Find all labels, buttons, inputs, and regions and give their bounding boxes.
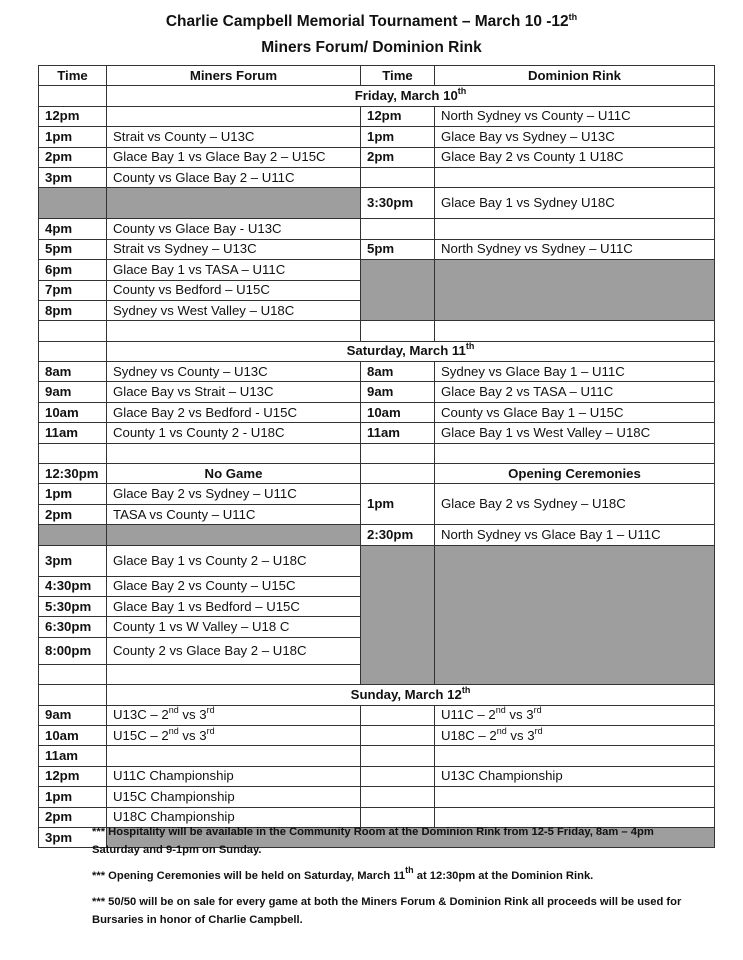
game-cell [107, 746, 361, 766]
page-subtitle: Miners Forum/ Dominion Rink [261, 39, 482, 56]
time-cell: 9am [39, 382, 107, 402]
table-row [39, 423, 715, 443]
day-label-friday [107, 86, 715, 106]
table-row [39, 545, 715, 576]
game-cell [435, 219, 715, 239]
game-cell: County 1 vs County 2 - U18C [107, 423, 361, 443]
game-cell: U13C Championship [435, 766, 715, 786]
spacer-cell [361, 443, 435, 463]
game-cell: Glace Bay 1 vs Bedford – U15C [107, 596, 361, 616]
game-cell [107, 725, 361, 745]
table-row [39, 382, 715, 402]
opening-ceremonies-cell: Opening Ceremonies [435, 464, 715, 484]
note-sup: th [405, 865, 414, 875]
title-superscript: th [568, 12, 578, 22]
table-row [39, 260, 715, 280]
time-cell: 7pm [39, 280, 107, 300]
game-cell: Glace Bay 2 vs Bedford - U15C [107, 402, 361, 422]
header-miners-forum: Miners Forum [107, 66, 361, 86]
time-cell: 2pm [361, 147, 435, 167]
game-cell: County vs Glace Bay - U13C [107, 219, 361, 239]
header-row [39, 66, 715, 86]
game-cell [435, 705, 715, 725]
day-row-sunday [39, 685, 715, 705]
day-spacer [39, 341, 107, 361]
table-row [39, 147, 715, 167]
time-cell: 12:30pm [39, 464, 107, 484]
game-cell: Sydney vs County – U13C [107, 362, 361, 382]
ordinal-sup: rd [534, 725, 543, 736]
table-row [39, 787, 715, 807]
time-cell: 8pm [39, 300, 107, 320]
game-cell [435, 167, 715, 187]
game-cell: Sydney vs West Valley – U18C [107, 300, 361, 320]
time-cell [361, 787, 435, 807]
blocked-cell [39, 525, 107, 545]
ordinal-sup: nd [495, 705, 506, 716]
note-fifty-fifty: *** 50/50 will be on sale for every game at both the Miners Forum & Dominion Rink all proceeds will be used for Bursaries in honor of Charlie Campbell. [92, 896, 682, 926]
time-cell: 8am [361, 362, 435, 382]
time-cell: 2:30pm [361, 525, 435, 545]
game-text: vs 3 [178, 727, 207, 743]
time-cell: 9am [39, 705, 107, 725]
blocked-cell [39, 188, 107, 219]
time-cell [361, 167, 435, 187]
game-text: U18C – 2 [441, 727, 497, 743]
time-cell [361, 725, 435, 745]
table-row [39, 705, 715, 725]
table-row [39, 127, 715, 147]
spacer-cell [107, 321, 361, 341]
day-row-friday [39, 86, 715, 106]
table-row [39, 725, 715, 745]
time-cell [361, 219, 435, 239]
game-cell: County 1 vs W Valley – U18 C [107, 617, 361, 637]
game-cell: Glace Bay 2 vs Sydney – U11C [107, 484, 361, 504]
day-label-text: Saturday, March 11 [346, 343, 466, 359]
table-row [39, 746, 715, 766]
blocked-cell [361, 260, 435, 321]
spacer-cell [107, 664, 361, 684]
time-cell [361, 746, 435, 766]
day-label-text: Friday, March 10 [354, 88, 458, 104]
game-text: vs 3 [178, 707, 207, 723]
day-row-saturday [39, 341, 715, 361]
time-cell: 2pm [39, 807, 107, 827]
game-cell: Glace Bay vs Sydney – U13C [435, 127, 715, 147]
game-cell: TASA vs County – U11C [107, 504, 361, 524]
schedule-table [38, 65, 715, 848]
day-spacer [39, 86, 107, 106]
game-cell: U11C Championship [107, 766, 361, 786]
game-text: U13C – 2 [113, 707, 169, 723]
header-time-2: Time [361, 66, 435, 86]
game-cell: Glace Bay 1 vs TASA – U11C [107, 260, 361, 280]
spacer-cell [39, 443, 107, 463]
game-cell: U18C Championship [107, 807, 361, 827]
game-cell: Strait vs County – U13C [107, 127, 361, 147]
time-cell: 6:30pm [39, 617, 107, 637]
table-row [39, 188, 715, 219]
table-row [39, 362, 715, 382]
spacer-row [39, 443, 715, 463]
game-cell: Glace Bay 1 vs County 2 – U18C [107, 545, 361, 576]
ordinal-sup: rd [533, 705, 542, 716]
game-text: vs 3 [505, 707, 534, 723]
time-cell: 2pm [39, 504, 107, 524]
note-text: at 12:30pm at the Dominion Rink. [413, 870, 594, 882]
time-cell: 5:30pm [39, 596, 107, 616]
no-game-cell: No Game [107, 464, 361, 484]
time-cell: 11am [39, 423, 107, 443]
game-cell: Glace Bay 1 vs Glace Bay 2 – U15C [107, 147, 361, 167]
header-dominion-rink: Dominion Rink [435, 66, 715, 86]
game-text: U15C – 2 [113, 727, 169, 743]
blocked-cell [107, 525, 361, 545]
game-cell: North Sydney vs County – U11C [435, 106, 715, 126]
table-row [39, 219, 715, 239]
game-cell [107, 106, 361, 126]
game-cell [435, 725, 715, 745]
game-cell: North Sydney vs Glace Bay 1 – U11C [435, 525, 715, 545]
blocked-cell [435, 260, 715, 321]
game-cell: Glace Bay 2 vs County 1 U18C [435, 147, 715, 167]
time-cell: 11am [39, 746, 107, 766]
blocked-cell [435, 545, 715, 685]
time-cell: 8am [39, 362, 107, 382]
time-cell: 11am [361, 423, 435, 443]
table-row [39, 106, 715, 126]
time-cell: 1pm [361, 484, 435, 525]
note-hospitality: *** Hospitality will be available in the Community Room at the Dominion Rink from 12-5 Friday, 8am – 4pm Saturday and 9-1pm on Sunday. [92, 826, 654, 856]
time-cell: 4:30pm [39, 576, 107, 596]
game-cell [435, 746, 715, 766]
notes-section [92, 823, 692, 937]
time-cell: 12pm [361, 106, 435, 126]
table-row [39, 525, 715, 545]
game-cell: Glace Bay 2 vs County – U15C [107, 576, 361, 596]
table-row [39, 484, 715, 504]
spacer-cell [107, 443, 361, 463]
time-cell: 10am [39, 725, 107, 745]
time-cell: 12pm [39, 106, 107, 126]
table-row [39, 239, 715, 259]
note-opening-ceremonies [92, 867, 692, 885]
game-cell: U15C Championship [107, 787, 361, 807]
note-text: *** Opening Ceremonies will be held on Saturday, March 11 [92, 870, 406, 882]
game-cell: North Sydney vs Sydney – U11C [435, 239, 715, 259]
day-label-sup: th [461, 684, 471, 695]
title-line1: Charlie Campbell Memorial Tournament – March 10 -12 [165, 13, 569, 30]
time-cell: 3pm [39, 545, 107, 576]
game-cell: Glace Bay 2 vs TASA – U11C [435, 382, 715, 402]
spacer-cell [435, 443, 715, 463]
game-text: vs 3 [506, 727, 535, 743]
game-cell: Strait vs Sydney – U13C [107, 239, 361, 259]
time-cell [361, 464, 435, 484]
blocked-cell [107, 188, 361, 219]
day-label-sup: th [457, 86, 467, 97]
day-label-sup: th [465, 341, 475, 352]
game-cell: Glace Bay vs Strait – U13C [107, 382, 361, 402]
game-cell: Glace Bay 1 vs West Valley – U18C [435, 423, 715, 443]
day-label-sunday [107, 685, 715, 705]
time-cell: 3pm [39, 167, 107, 187]
ordinal-sup: rd [206, 705, 215, 716]
spacer-cell [39, 321, 107, 341]
time-cell [361, 705, 435, 725]
game-cell: County vs Bedford – U15C [107, 280, 361, 300]
time-cell: 6pm [39, 260, 107, 280]
game-cell: Sydney vs Glace Bay 1 – U11C [435, 362, 715, 382]
header-time-1: Time [39, 66, 107, 86]
game-cell: Glace Bay 1 vs Sydney U18C [435, 188, 715, 219]
page-title [0, 12, 743, 32]
game-cell [107, 705, 361, 725]
time-cell: 2pm [39, 147, 107, 167]
spacer-row [39, 321, 715, 341]
spacer-cell [435, 321, 715, 341]
table-row [39, 402, 715, 422]
game-cell: County vs Glace Bay 1 – U15C [435, 402, 715, 422]
game-cell [435, 787, 715, 807]
time-cell: 5pm [39, 239, 107, 259]
time-cell: 1pm [39, 484, 107, 504]
time-cell: 8:00pm [39, 637, 107, 664]
game-text: U11C – 2 [441, 707, 496, 723]
time-cell [361, 766, 435, 786]
time-cell: 1pm [39, 127, 107, 147]
day-label-saturday [107, 341, 715, 361]
ordinal-sup: rd [206, 725, 215, 736]
time-cell: 1pm [361, 127, 435, 147]
spacer-cell [361, 321, 435, 341]
day-spacer [39, 685, 107, 705]
ordinal-sup: nd [168, 705, 179, 716]
time-cell: 12pm [39, 766, 107, 786]
time-cell: 10am [361, 402, 435, 422]
day-label-text: Sunday, March 12 [350, 686, 462, 702]
time-cell: 10am [39, 402, 107, 422]
game-cell: County 2 vs Glace Bay 2 – U18C [107, 637, 361, 664]
game-cell: County vs Glace Bay 2 – U11C [107, 167, 361, 187]
time-cell: 3pm [39, 827, 107, 847]
time-cell: 5pm [361, 239, 435, 259]
spacer-cell [39, 664, 107, 684]
time-cell: 3:30pm [361, 188, 435, 219]
ordinal-sup: nd [496, 725, 507, 736]
time-cell: 9am [361, 382, 435, 402]
table-row [39, 766, 715, 786]
time-cell: 1pm [39, 787, 107, 807]
blocked-cell [361, 545, 435, 685]
ordinal-sup: nd [168, 725, 179, 736]
game-cell: Glace Bay 2 vs Sydney – U18C [435, 484, 715, 525]
table-row [39, 167, 715, 187]
table-row [39, 464, 715, 484]
time-cell: 4pm [39, 219, 107, 239]
